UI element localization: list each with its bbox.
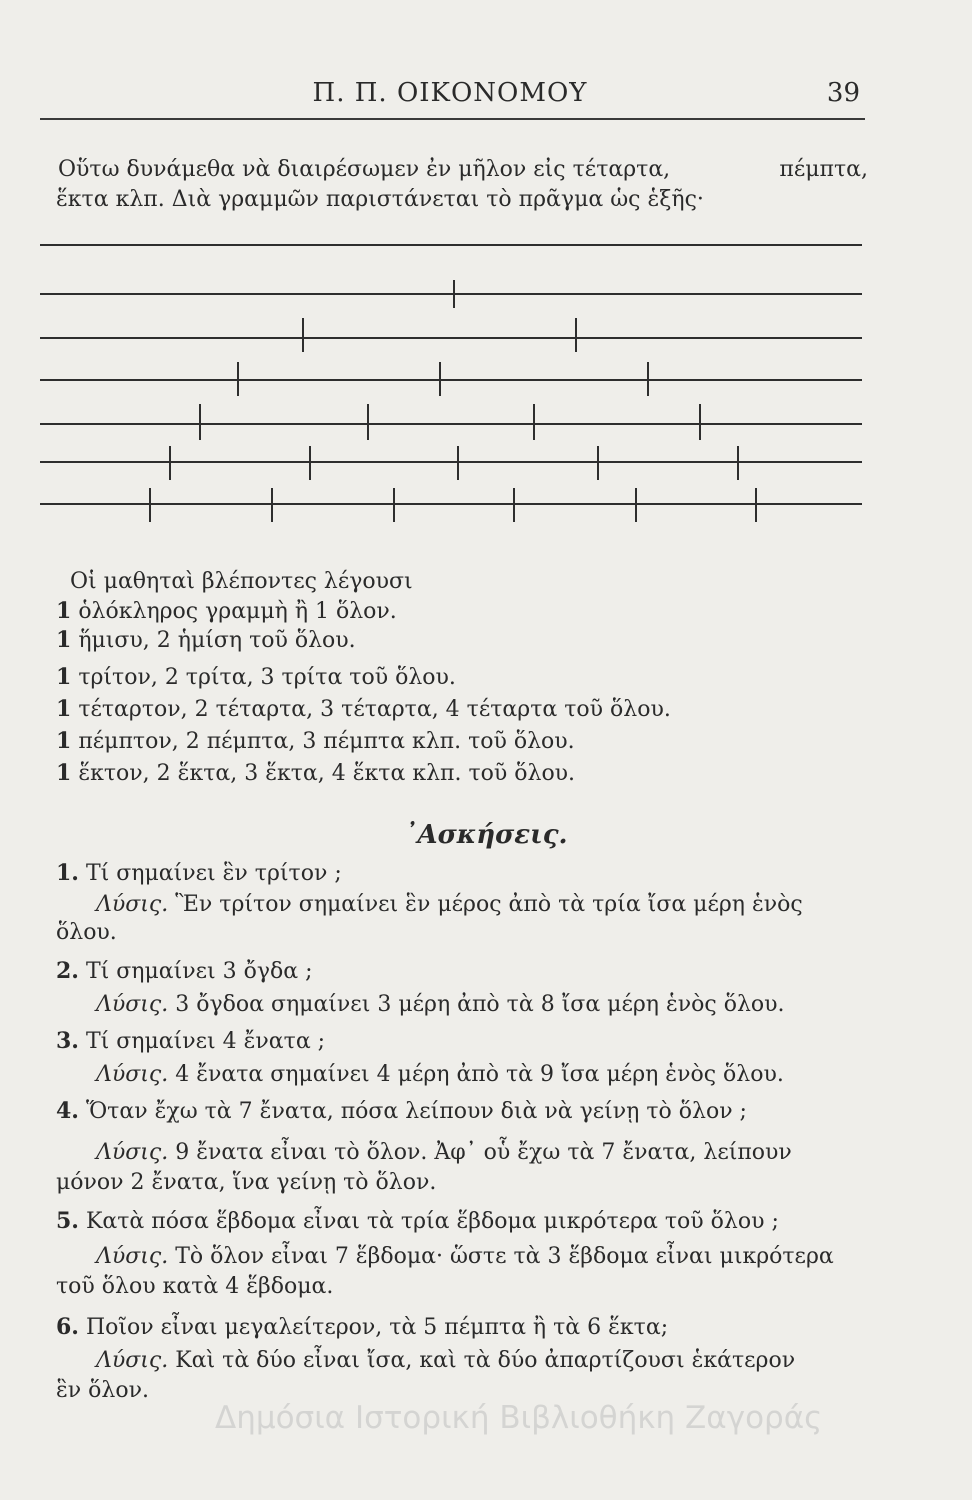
intro-line-2: ἕκτα κλπ. Διὰ γραμμῶν παριστάνεται τὸ πρᾶγμα ὡς ἑξῆς·	[56, 187, 704, 212]
exercise-answer	[96, 1346, 906, 1376]
solution-label: Λύσις.	[96, 1348, 169, 1373]
exercise-question	[56, 956, 866, 987]
exercise-number: 1.	[56, 860, 79, 886]
page-number: 39	[826, 78, 860, 108]
question-text: Τί σημαίνει 4 ἔνατα ;	[85, 1029, 326, 1054]
exercise-answer-cont: ἓν ὅλον.	[56, 1378, 149, 1403]
item-text: πέμπτον, 2 πέμπτα, 3 πέμπτα κλπ. τοῦ ὅλου.	[78, 729, 575, 754]
exercise-answer	[96, 1060, 906, 1090]
solution-label: Λύσις.	[96, 1140, 169, 1165]
answer-text: Τὸ ὅλον εἶναι 7 ἕβδομα· ὥστε τὰ 3 ἕβδομα εἶναι μικρότερα	[175, 1244, 834, 1269]
question-text: Ποῖον εἶναι μεγαλείτερον, τὰ 5 πέμπτα ἢ τὰ 6 ἕκτα;	[85, 1315, 669, 1340]
answer-text: 4 ἔνατα σημαίνει 4 μέρη ἀπὸ τὰ 9 ἴσα μέρη ἑνὸς ὅλου.	[175, 1062, 784, 1087]
question-text: Κατὰ πόσα ἕβδομα εἶναι τὰ τρία ἕβδομα μικρότερα τοῦ ὅλου ;	[85, 1209, 779, 1234]
intro-text-1-end: πέμπτα,	[779, 157, 868, 182]
intro-text-1: Οὕτω δυνάμεθα νὰ διαιρέσωμεν ἐν μῆλον εἰς τέταρτα,	[58, 157, 671, 182]
answer-text: 3 ὄγδοα σημαίνει 3 μέρη ἀπὸ τὰ 8 ἴσα μέρη ἑνὸς ὅλου.	[175, 992, 785, 1017]
exercise-question	[56, 858, 866, 889]
exercise-answer	[96, 1242, 906, 1272]
item-number: 1	[56, 728, 72, 754]
item-text: τέταρτον, 2 τέταρτα, 3 τέταρτα, 4 τέταρτα τοῦ ὅλου.	[78, 697, 671, 722]
students-item	[56, 662, 866, 693]
exercise-answer-cont: μόνον 2 ἔνατα, ἵνα γείνῃ τὸ ὅλον.	[56, 1170, 437, 1195]
exercise-question	[56, 1096, 866, 1127]
question-text: Ὅταν ἔχω τὰ 7 ἔνατα, πόσα λείπουν διὰ νὰ γείνῃ τὸ ὅλον ;	[85, 1099, 747, 1124]
answer-text: Καὶ τὰ δύο εἶναι ἴσα, καὶ τὰ δύο ἀπαρτίζουσι ἑκάτερον	[175, 1348, 796, 1373]
exercise-answer-cont: τοῦ ὅλου κατὰ 4 ἕβδομα.	[56, 1274, 334, 1299]
exercise-answer	[96, 1138, 906, 1168]
exercise-answer	[96, 890, 906, 920]
answer-text: Ἓν τρίτον σημαίνει ἓν μέρος ἀπὸ τὰ τρία ἴσα μέρη ἑνὸς	[175, 892, 803, 917]
exercise-number: 2.	[56, 958, 79, 984]
exercise-answer	[96, 990, 906, 1020]
question-text: Τί σημαίνει 3 ὄγδα ;	[85, 959, 313, 984]
item-text: ὁλόκληρος γραμμὴ ἢ 1 ὅλον.	[78, 599, 397, 624]
library-watermark: Δημόσια Ιστορική Βιβλιοθήκη Ζαγοράς	[215, 1400, 823, 1436]
students-item	[56, 625, 866, 656]
exercise-question	[56, 1206, 866, 1237]
item-number: 1	[56, 696, 72, 722]
solution-label: Λύσις.	[96, 992, 169, 1017]
students-item	[56, 596, 866, 627]
question-text: Τί σημαίνει ἓν τρίτον ;	[85, 861, 342, 886]
item-number: 1	[56, 664, 72, 690]
exercise-number: 6.	[56, 1314, 79, 1340]
solution-label: Λύσις.	[96, 1062, 169, 1087]
exercises-heading: ᾿Ασκήσεις.	[404, 820, 568, 850]
item-text: ἕκτον, 2 ἕκτα, 3 ἕκτα, 4 ἕκτα κλπ. τοῦ ὅλου.	[78, 761, 576, 786]
fraction-diagram	[0, 0, 972, 540]
answer-text: 9 ἔνατα εἶναι τὸ ὅλον. Ἀφ᾿ οὗ ἔχω τὰ 7 ἔνατα, λείπουν	[175, 1140, 792, 1165]
item-text: τρίτον, 2 τρίτα, 3 τρίτα τοῦ ὅλου.	[78, 665, 456, 690]
exercise-number: 3.	[56, 1028, 79, 1054]
students-lead: Οἱ μαθηταὶ βλέποντες λέγουσι	[70, 569, 413, 594]
item-number: 1	[56, 598, 72, 624]
students-item	[56, 726, 866, 757]
exercise-question	[56, 1312, 866, 1343]
item-text: ἥμισυ, 2 ἡμίση τοῦ ὅλου.	[78, 628, 356, 653]
students-item	[56, 758, 866, 789]
item-number: 1	[56, 627, 72, 653]
item-number: 1	[56, 760, 72, 786]
running-title: Π. Π. ΟΙΚΟΝΟΜΟΥ	[312, 78, 588, 108]
exercise-number: 4.	[56, 1098, 79, 1124]
students-item	[56, 694, 866, 725]
solution-label: Λύσις.	[96, 1244, 169, 1269]
exercise-answer-cont: ὅλου.	[56, 920, 117, 945]
exercise-question	[56, 1026, 866, 1057]
exercise-number: 5.	[56, 1208, 79, 1234]
solution-label: Λύσις.	[96, 892, 169, 917]
